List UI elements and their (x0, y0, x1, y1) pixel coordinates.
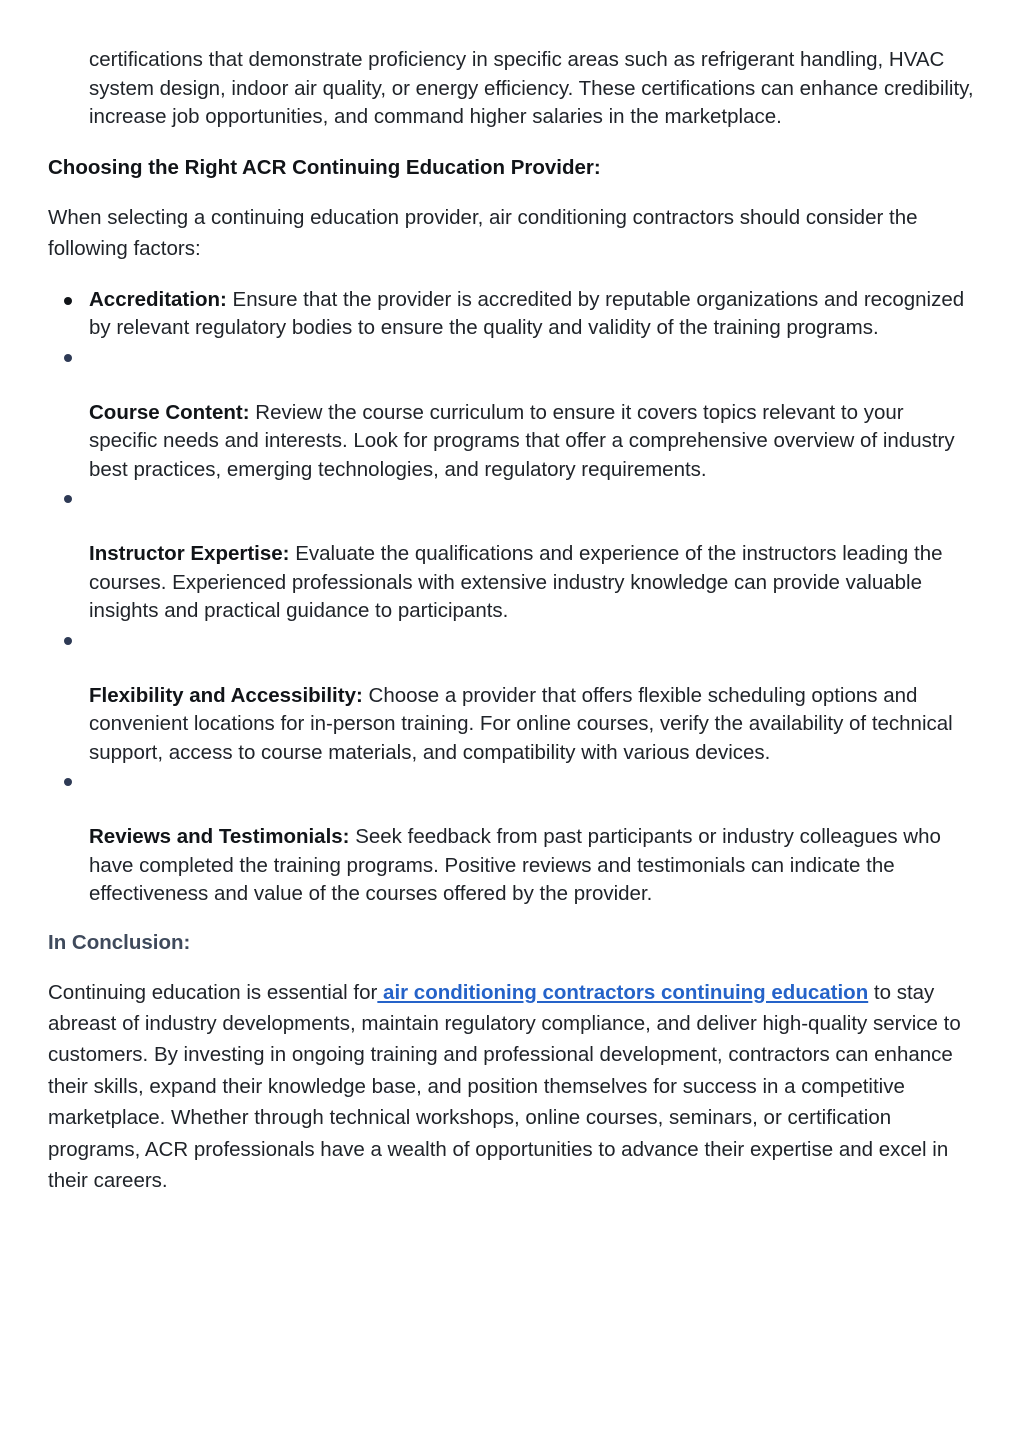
continuing-education-link[interactable]: air conditioning contractors continuing education (377, 980, 869, 1004)
factor-text: Choose a provider that offers flexible scheduling options and convenient locations for in-person training. For online courses, verify the availability of technical support, access to course materials, and compatibility with various devices. (89, 683, 953, 764)
factor-text: Seek feedback from past participants or industry colleagues who have completed the training programs. Positive reviews and testimonials can indicate the effectiveness and value of the courses offered by the provider. (89, 825, 941, 905)
factor-title: Instructor Expertise: (89, 542, 290, 565)
conclusion-paragraph (48, 977, 976, 1197)
provider-section-intro: When selecting a continuing education provider, air conditioning contractors should consider the following factors: (48, 205, 918, 260)
list-item (48, 343, 976, 485)
provider-section-heading: Choosing the Right ACR Continuing Education Provider: (48, 155, 601, 179)
factor-title: Flexibility and Accessibility: (89, 683, 363, 707)
bullet-icon (64, 778, 72, 786)
factor-title: Course Content: (89, 400, 250, 424)
conclusion-text-after: to stay abreast of industry developments, maintain regulatory compliance, and deliver high-quality service to customers. By investing in ongoing training and professional development, contractors can enhance their skills, expand their knowledge base, and position themselves for success in a competitive marketplace. Whether through technical workshops, online courses, seminars, or certification programs, ACR professionals have a wealth of opportunities to advance their expertise and excel in their careers. (48, 980, 961, 1192)
certifications-paragraph: certifications that demonstrate proficiency in specific areas such as refrigerant handling, HVAC system design, indoor air quality, or energy efficiency. These certifications can enhance credibility, increase job opportunities, and command higher salaries in the marketplace. (89, 48, 974, 128)
factor-text: Ensure that the provider is accredited by reputable organizations and recognized by relevant regulatory bodies to ensure the quality and validity of the training programs. (89, 287, 965, 339)
list-item (48, 286, 976, 343)
bullet-icon (64, 495, 72, 503)
conclusion-text-before: Continuing education is essential for (48, 980, 378, 1004)
list-item (48, 767, 976, 909)
document-page (48, 46, 976, 1196)
factors-list (48, 286, 976, 909)
list-item (48, 626, 976, 768)
factor-text: Evaluate the qualifications and experience of the instructors leading the courses. Experienced professionals with extensive industry knowledge can provide valuable insights and practical guidance to participants. (89, 542, 943, 622)
bullet-icon (64, 354, 72, 362)
bullet-icon (64, 637, 72, 645)
list-item (48, 484, 976, 626)
bullet-icon (64, 297, 72, 305)
factor-title: Accreditation: (89, 287, 227, 311)
conclusion-heading: In Conclusion: (48, 930, 191, 954)
factor-title: Reviews and Testimonials: (89, 825, 350, 848)
factor-text: Review the course curriculum to ensure it covers topics relevant to your specific needs and interests. Look for programs that offer a comprehensive overview of industry best practices, emerging technologies, and regulatory requirements. (89, 400, 955, 481)
